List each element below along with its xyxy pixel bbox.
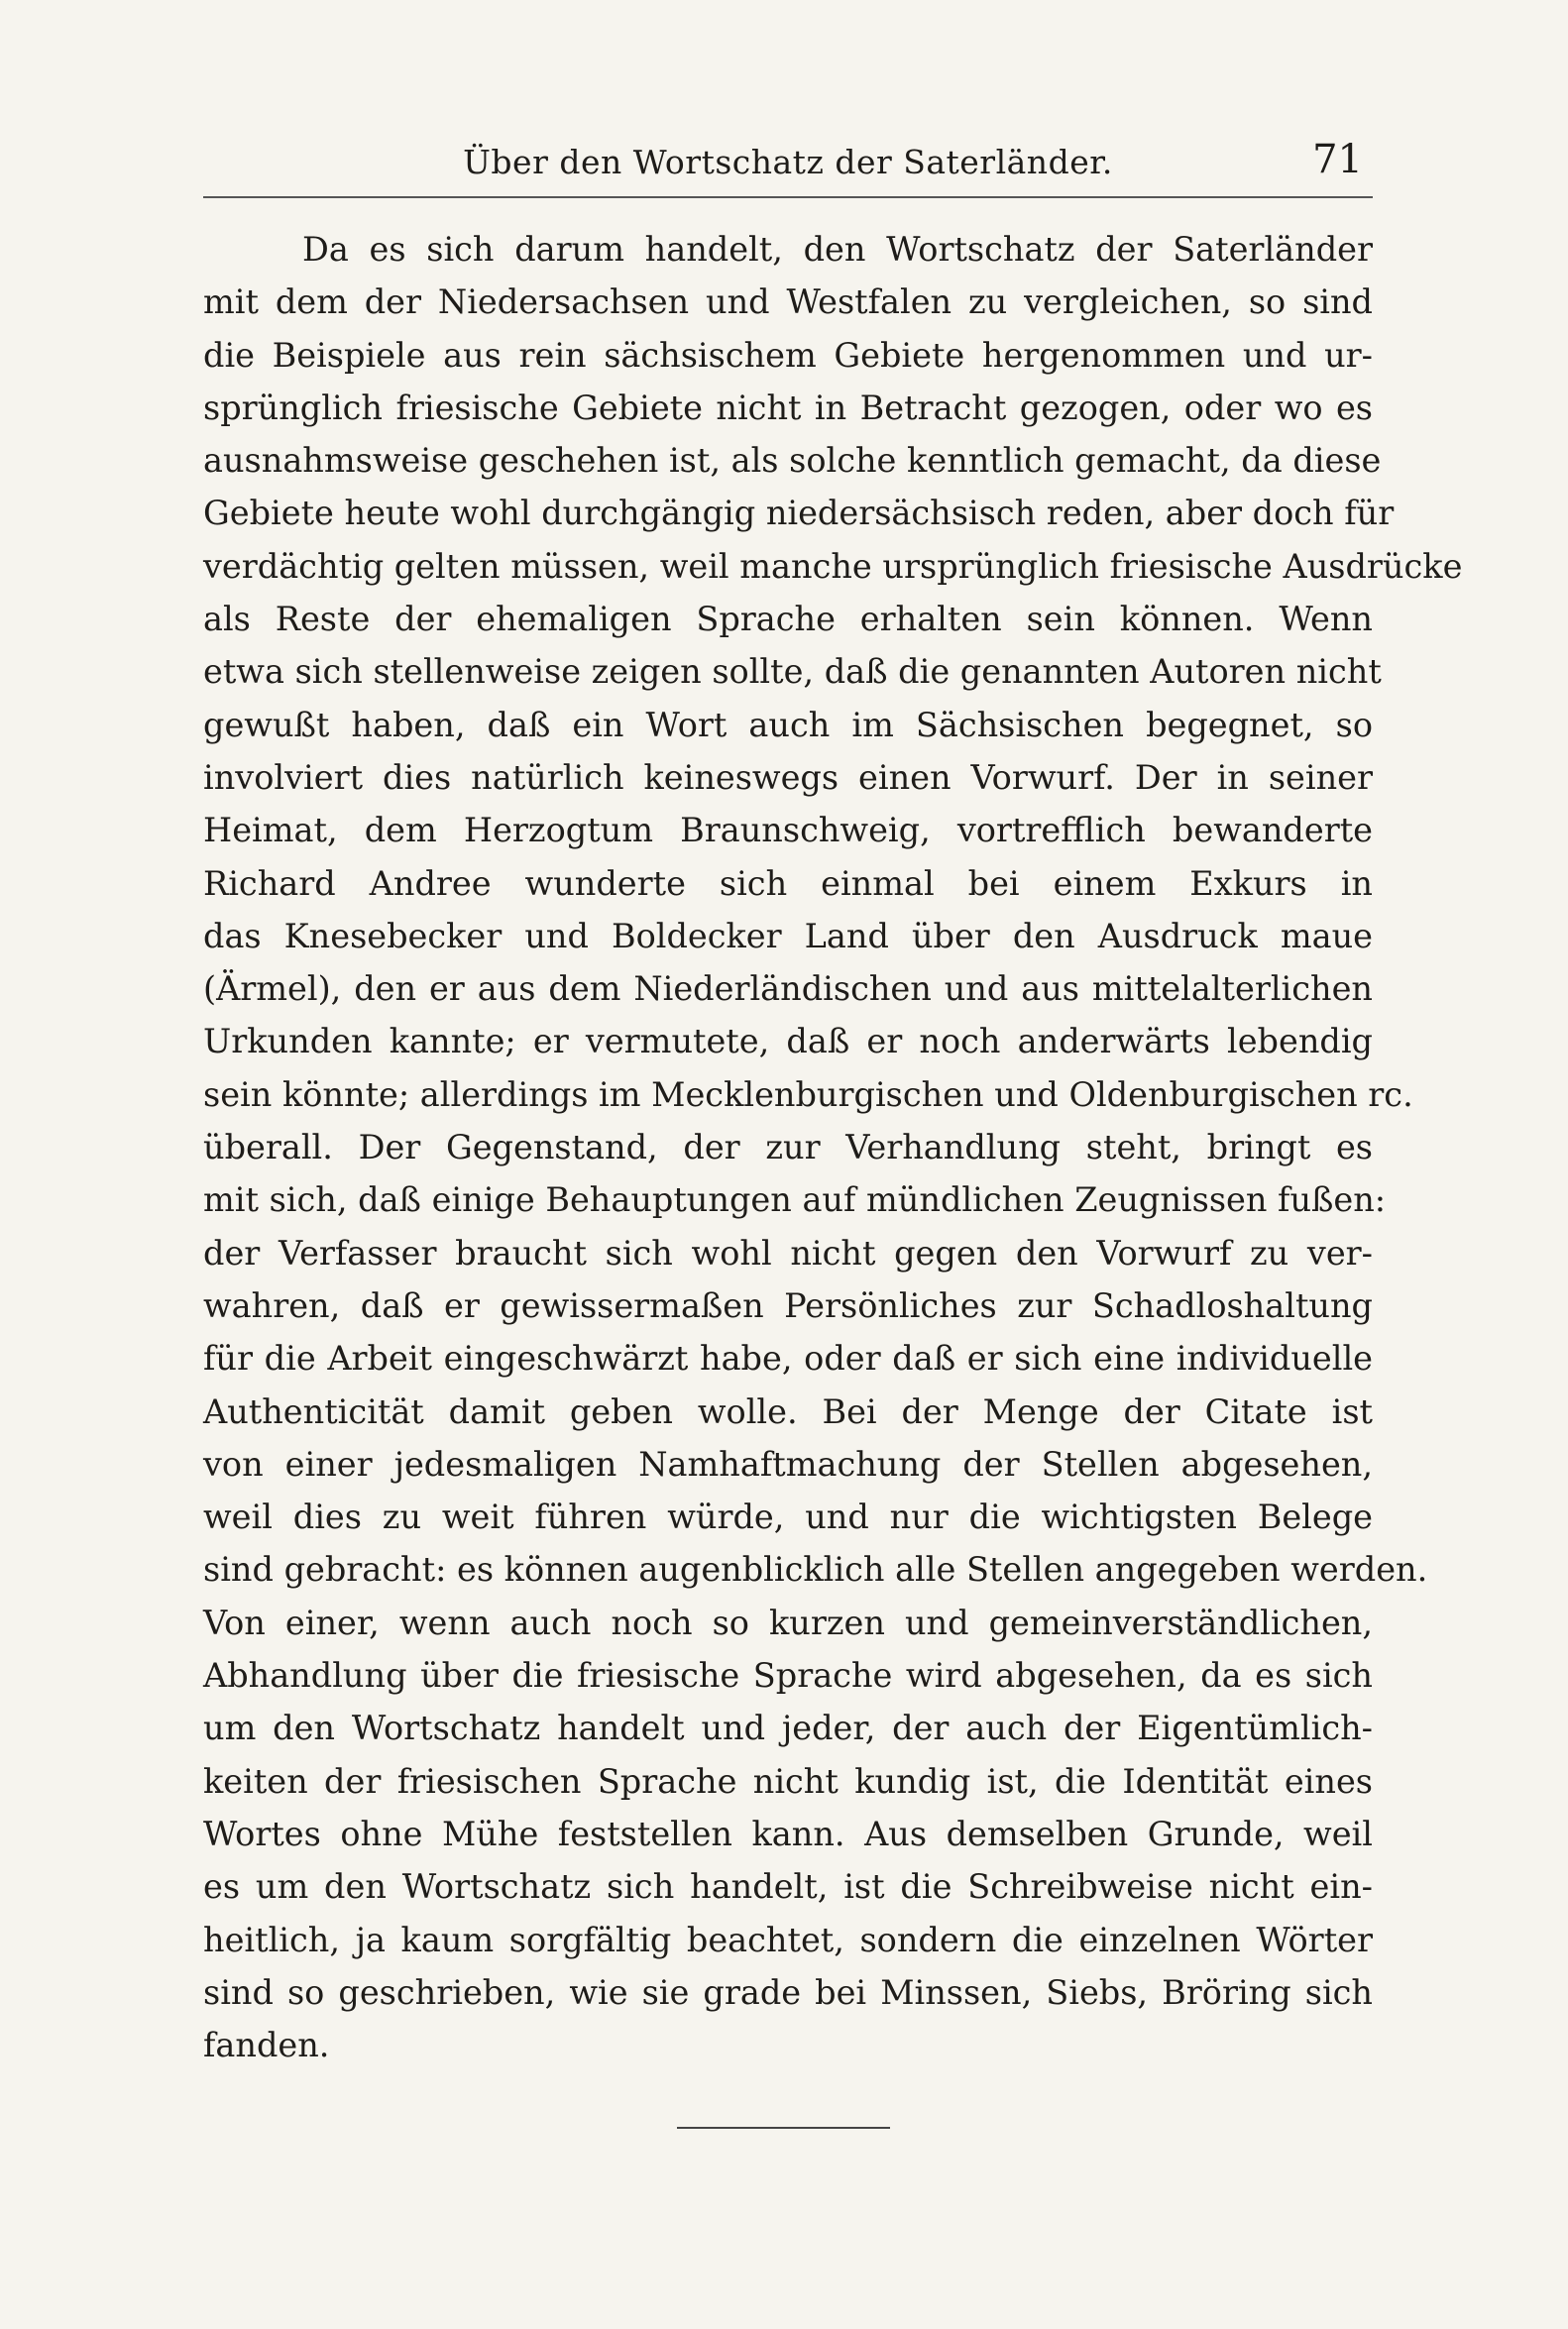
- text-line: involviert dies natürlich keineswegs einen Vorwurf. Der in seiner: [203, 757, 1373, 797]
- body-text: [203, 223, 1463, 2071]
- text-line: gewußt haben, daß ein Wort auch im Sächsischen begegnet, so: [203, 705, 1373, 744]
- text-line: es um den Wortschatz sich handelt, ist die Schreibweise nicht ein-: [203, 1867, 1373, 1907]
- text-line: Wortes ohne Mühe feststellen kann. Aus demselben Grunde, weil: [203, 1814, 1373, 1853]
- header-rule: [203, 196, 1373, 198]
- text-line: Gebiete heute wohl durchgängig niedersächsisch reden, aber doch für: [203, 494, 1395, 533]
- text-line: heitlich, ja kaum sorgfältig beachtet, sondern die einzelnen Wörter: [203, 1920, 1373, 1959]
- text-line: das Knesebecker und Boldecker Land über den Ausdruck maue: [203, 916, 1373, 955]
- text-line: als Reste der ehemaligen Sprache erhalten sein können. Wenn: [203, 600, 1373, 639]
- text-line: fanden.: [203, 2026, 330, 2065]
- text-line: von einer jedesmaligen Namhaftmachung der Stellen abgesehen,: [203, 1444, 1373, 1484]
- text-line: Authenticität damit geben wolle. Bei der Menge der Citate ist: [203, 1391, 1373, 1431]
- end-rule: [677, 2127, 890, 2129]
- page-number: 71: [1312, 137, 1363, 182]
- text-line: Da es sich darum handelt, den Wortschatz der Saterländer: [302, 230, 1373, 269]
- text-line: sprünglich friesische Gebiete nicht in Betracht gezogen, oder wo es: [203, 388, 1373, 427]
- text-line: etwa sich stellenweise zeigen sollte, daß die genannten Autoren nicht: [203, 652, 1382, 692]
- text-line: Urkunden kannte; er vermutete, daß er noch anderwärts lebendig: [203, 1022, 1373, 1061]
- text-line: weil dies zu weit führen würde, und nur die wichtigsten Belege: [203, 1497, 1373, 1537]
- running-title: Über den Wortschatz der Saterländer.: [463, 143, 1113, 181]
- text-line: die Beispiele aus rein sächsischem Gebiete hergenommen und ur-: [203, 335, 1373, 375]
- text-line: mit dem der Niedersachsen und Westfalen zu vergleichen, so sind: [203, 282, 1373, 322]
- text-line: (Ärmel), den er aus dem Niederländischen und aus mittelalterlichen: [203, 969, 1373, 1009]
- text-line: um den Wortschatz handelt und jeder, der auch der Eigentümlich-: [203, 1709, 1373, 1748]
- text-line: für die Arbeit eingeschwärzt habe, oder daß er sich eine individuelle: [203, 1339, 1373, 1379]
- text-line: Von einer, wenn auch noch so kurzen und gemeinverständlichen,: [203, 1603, 1373, 1642]
- text-line: sind gebracht: es können augenblicklich alle Stellen angegeben werden.: [203, 1550, 1428, 1590]
- text-line: Richard Andree wunderte sich einmal bei einem Exkurs in: [203, 863, 1373, 903]
- text-line: keiten der friesischen Sprache nicht kundig ist, die Identität eines: [203, 1761, 1373, 1801]
- page-header: [203, 137, 1373, 196]
- text-line: Abhandlung über die friesische Sprache wird abgesehen, da es sich: [203, 1656, 1373, 1696]
- text-line: sind so geschrieben, wie sie grade bei Minssen, Siebs, Bröring sich: [203, 1972, 1373, 2012]
- text-line: Heimat, dem Herzogtum Braunschweig, vortrefflich bewanderte: [203, 811, 1373, 850]
- text-line: ausnahmsweise geschehen ist, als solche kenntlich gemacht, da diese: [203, 441, 1382, 481]
- text-line: der Verfasser braucht sich wohl nicht gegen den Vorwurf zu ver-: [203, 1233, 1373, 1273]
- text-line: wahren, daß er gewissermaßen Persönliches zur Schadloshaltung: [203, 1285, 1373, 1325]
- text-line: sein könnte; allerdings im Mecklenburgischen und Oldenburgischen rc.: [203, 1074, 1413, 1114]
- text-line: mit sich, daß einige Behauptungen auf mündlichen Zeugnissen fußen:: [203, 1180, 1387, 1220]
- text-line: überall. Der Gegenstand, der zur Verhandlung steht, bringt es: [203, 1128, 1373, 1167]
- text-line: verdächtig gelten müssen, weil manche ursprünglich friesische Ausdrücke: [203, 546, 1463, 586]
